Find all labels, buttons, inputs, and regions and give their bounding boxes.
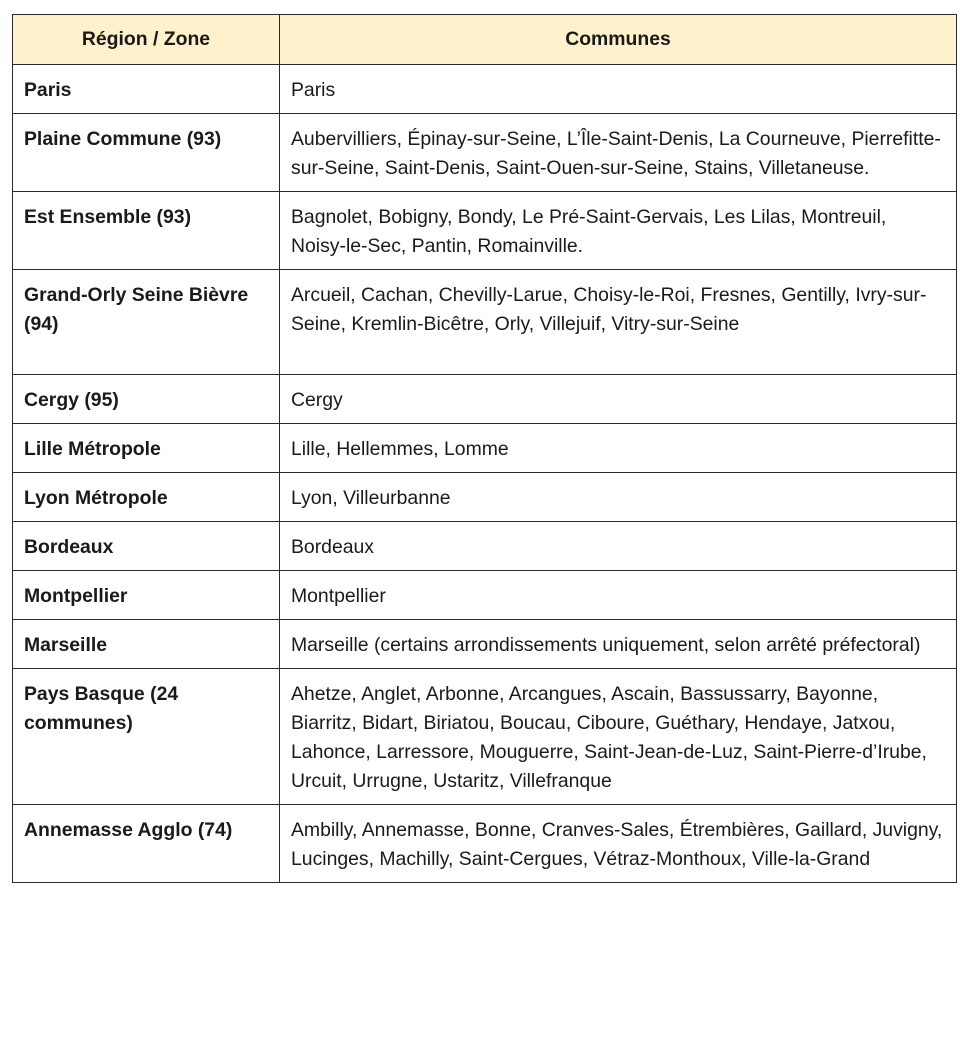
header-communes: Communes — [280, 15, 957, 65]
table-header-row — [13, 15, 957, 65]
table-row — [13, 473, 957, 522]
communes-cell: Bordeaux — [280, 522, 957, 571]
communes-cell: Aubervilliers, Épinay-sur-Seine, L’Île-Saint-Denis, La Courneuve, Pierrefitte-sur-Seine, Saint-Denis, Saint-Ouen-sur-Seine, Stains, Villetaneuse. — [280, 114, 957, 192]
region-cell: Marseille — [13, 620, 280, 669]
region-cell: Lille Métropole — [13, 424, 280, 473]
table-row — [13, 192, 957, 270]
communes-cell: Ambilly, Annemasse, Bonne, Cranves-Sales, Étrembières, Gaillard, Juvigny, Lucinges, Machilly, Saint-Cergues, Vétraz-Monthoux, Ville-la-Grand — [280, 805, 957, 883]
table-row — [13, 114, 957, 192]
table-row — [13, 522, 957, 571]
table-row — [13, 65, 957, 114]
region-cell: Annemasse Agglo (74) — [13, 805, 280, 883]
communes-cell: Montpellier — [280, 571, 957, 620]
header-region: Région / Zone — [13, 15, 280, 65]
table-row — [13, 424, 957, 473]
table-row — [13, 669, 957, 805]
table-row — [13, 571, 957, 620]
communes-cell: Ahetze, Anglet, Arbonne, Arcangues, Ascain, Bassussarry, Bayonne, Biarritz, Bidart, Biriatou, Boucau, Ciboure, Guéthary, Hendaye, Jatxou, Lahonce, Larressore, Mouguerre, Saint-Jean-de-Luz, Saint-Pierre-d’Irube, Urcuit, Urrugne, Ustaritz, Villefranque — [280, 669, 957, 805]
region-cell: Bordeaux — [13, 522, 280, 571]
table-row — [13, 620, 957, 669]
region-cell: Plaine Commune (93) — [13, 114, 280, 192]
communes-cell: Lyon, Villeurbanne — [280, 473, 957, 522]
communes-cell: Arcueil, Cachan, Chevilly-Larue, Choisy-le-Roi, Fresnes, Gentilly, Ivry-sur-Seine, Kremlin-Bicêtre, Orly, Villejuif, Vitry-sur-Seine — [280, 270, 957, 375]
region-cell: Paris — [13, 65, 280, 114]
region-cell: Grand-Orly Seine Bièvre (94) — [13, 270, 280, 375]
zones-table — [12, 14, 957, 883]
region-cell: Montpellier — [13, 571, 280, 620]
communes-cell: Lille, Hellemmes, Lomme — [280, 424, 957, 473]
communes-cell: Bagnolet, Bobigny, Bondy, Le Pré-Saint-Gervais, Les Lilas, Montreuil, Noisy-le-Sec, Pantin, Romainville. — [280, 192, 957, 270]
table-row — [13, 375, 957, 424]
region-cell: Pays Basque (24 communes) — [13, 669, 280, 805]
communes-cell: Paris — [280, 65, 957, 114]
communes-cell: Marseille (certains arrondissements uniquement, selon arrêté préfectoral) — [280, 620, 957, 669]
table-row — [13, 805, 957, 883]
region-cell: Est Ensemble (93) — [13, 192, 280, 270]
communes-cell: Cergy — [280, 375, 957, 424]
region-cell: Lyon Métropole — [13, 473, 280, 522]
table-row — [13, 270, 957, 375]
region-cell: Cergy (95) — [13, 375, 280, 424]
